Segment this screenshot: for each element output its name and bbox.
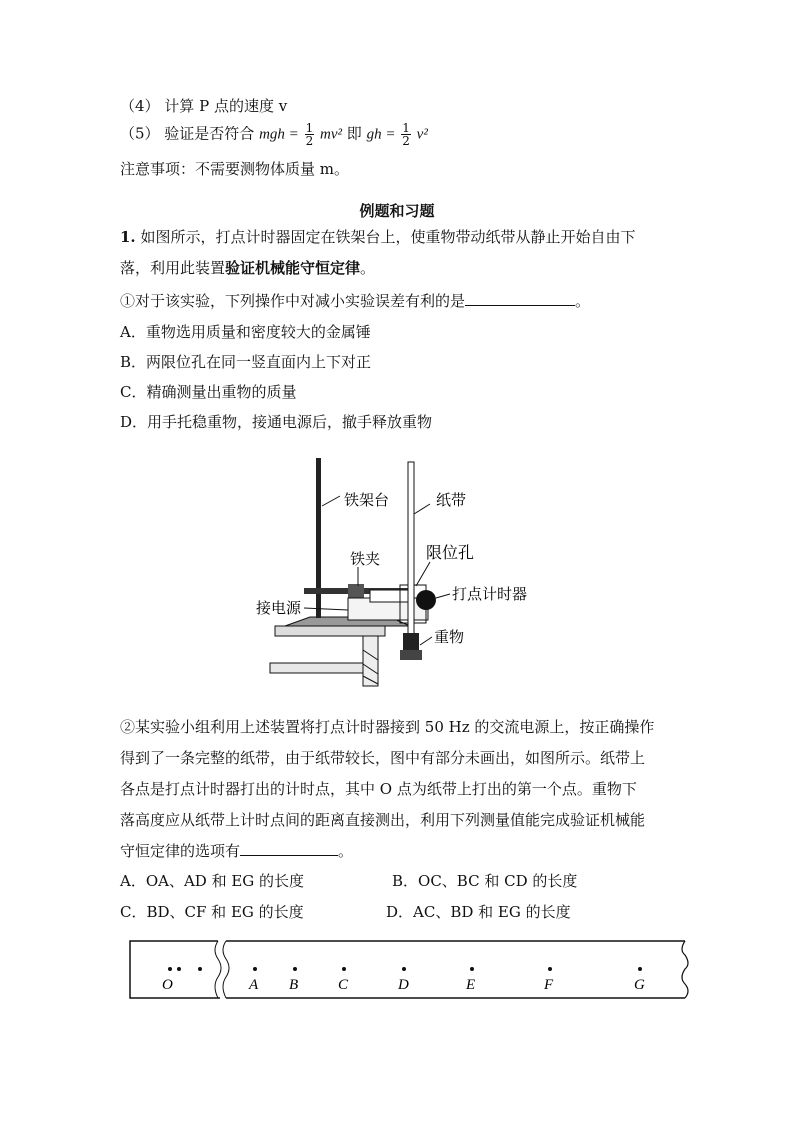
question-1-emphasis: 验证机械能守恒定律 <box>225 259 361 277</box>
step-4: （4） 计算 P 点的速度 v <box>120 97 288 115</box>
sub-question-2-line-2: 得到了一条完整的纸带，由于纸带较长，图中有部分未画出，如图所示。纸带上 <box>120 749 646 767</box>
sub-question-2-line-3: 各点是打点计时器打出的计时点，其中 O 点为纸带上打出的第一个点。重物下 <box>120 780 637 798</box>
tape-point-g: G <box>634 977 645 993</box>
sub-question-1 <box>120 290 590 312</box>
step-5-prefix: （5） 验证是否符合 <box>120 124 260 143</box>
question-1-suffix: 。 <box>360 259 376 277</box>
label-weight: 重物 <box>434 628 465 646</box>
tape-point-b: B <box>289 977 299 993</box>
apparatus-figure <box>240 450 560 695</box>
sub-option-b: B．OC、BC 和 CD 的长度 <box>392 872 578 890</box>
sub-question-2-line-5 <box>120 840 353 862</box>
tape-point-e: E <box>466 977 476 993</box>
sub-option-c: C．BD、CF 和 EG 的长度 <box>120 903 304 921</box>
question-1-line-2 <box>120 257 375 279</box>
answer-blank-2[interactable] <box>240 841 338 856</box>
label-stand: 铁架台 <box>344 491 390 509</box>
answer-blank-1[interactable] <box>465 291 575 306</box>
question-number: 1. <box>120 228 136 246</box>
equation-1-left: mgh = <box>259 126 299 143</box>
option-c: C．精确测量出重物的质量 <box>120 383 297 401</box>
sub-question-2-line-4: 落高度应从纸带上计时点间的距离直接测出，利用下列测量值能完成验证机械能 <box>120 811 646 829</box>
tape-point-d: D <box>398 977 409 993</box>
question-1-line-1 <box>120 226 635 248</box>
tape-point-o: O <box>162 977 173 993</box>
label-power: 接电源 <box>256 599 302 617</box>
sub-question-2-suffix: 。 <box>338 842 354 860</box>
sub-question-2-line-1: ②某实验小组利用上述装置将打点计时器接到 50 Hz 的交流电源上，按正确操作 <box>120 718 655 736</box>
fraction-denominator-2: 2 <box>402 134 410 148</box>
option-d: D．用手托稳重物，接通电源后，撤手释放重物 <box>120 413 433 431</box>
table-board <box>270 663 375 673</box>
fraction-half-2 <box>401 122 411 147</box>
sub-question-1-text: ①对于该实验，下列操作中对减小实验误差有利的是 <box>120 292 466 310</box>
paper-tape <box>408 462 414 634</box>
step-5-mid: 即 <box>346 124 367 143</box>
paper-tape-figure <box>120 935 700 1007</box>
fraction-half <box>305 122 315 147</box>
tape-point-f: F <box>544 977 554 993</box>
section-title: 例题和习题 <box>359 202 435 220</box>
sub-option-a: A．OA、AD 和 EG 的长度 <box>120 872 305 890</box>
step-5 <box>120 122 428 147</box>
sub-question-2-text-5: 守恒定律的选项有 <box>120 842 241 860</box>
question-1-text-1: 如图所示，打点计时器固定在铁架台上，使重物带动纸带从静止开始自由下 <box>135 228 636 246</box>
label-tape: 纸带 <box>436 491 467 509</box>
label-hole: 限位孔 <box>426 543 475 562</box>
table-top <box>275 626 385 636</box>
fraction-numerator: 1 <box>305 121 314 135</box>
sub-option-d: D．AC、BD 和 EG 的长度 <box>386 903 571 921</box>
equation-1-right: mv² <box>320 126 343 143</box>
label-timer: 打点计时器 <box>452 585 528 603</box>
tape-point-c: C <box>338 977 349 993</box>
question-1-prefix: 落，利用此装置 <box>120 259 226 277</box>
equation-2-right: v² <box>416 126 428 143</box>
fraction-denominator: 2 <box>305 134 314 148</box>
tape-point-a: A <box>249 977 259 993</box>
sub-question-1-suffix: 。 <box>575 292 591 310</box>
fraction-numerator-2: 1 <box>402 121 410 135</box>
note-text: 注意事项：不需要测物体质量 m。 <box>120 160 349 178</box>
equation-2-left: gh = <box>366 126 396 143</box>
option-a: A．重物选用质量和密度较大的金属锤 <box>120 323 371 341</box>
table-leg <box>363 636 378 686</box>
option-b: B．两限位孔在同一竖直面内上下对正 <box>120 353 372 371</box>
label-clamp: 铁夹 <box>350 550 381 568</box>
